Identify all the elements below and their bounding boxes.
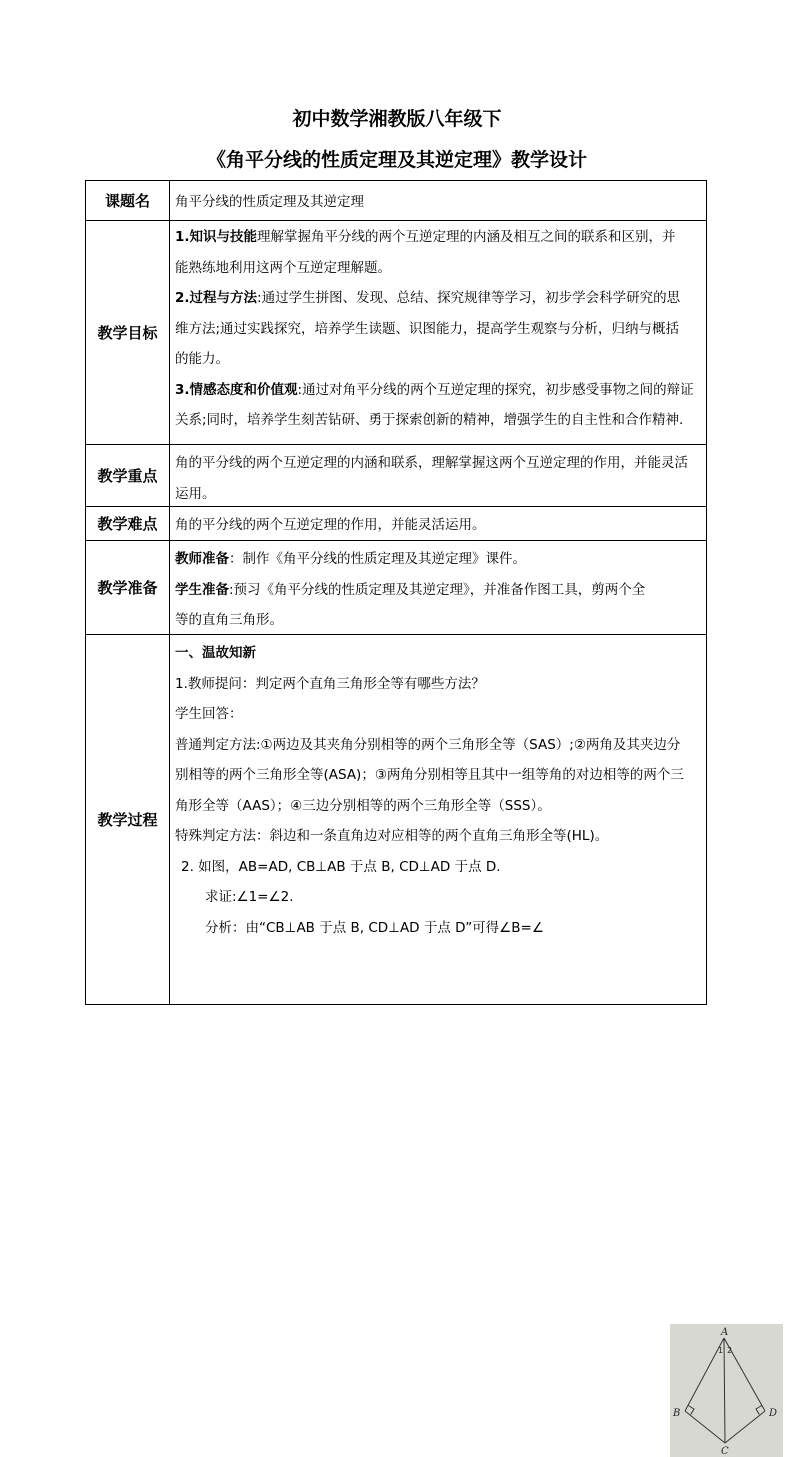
angle-1-label: 1 bbox=[718, 1346, 724, 1355]
preparation-label: 教学准备 bbox=[86, 541, 170, 635]
objective-2: 2.过程与方法:通过学生拼图、发现、总结、探究规律等学习，初步学会科学研究的思 bbox=[175, 290, 681, 306]
process-content: 一、温故知新 1.教师提问：判定两个直角三角形全等有哪些方法？ 学生回答： 普通判定方法:①两边及其夹角分别相等的两个三角形全等（SAS）;②两角及其夹边分 别相等的两个三角形全等(ASA)；③两角分别相等且其中一组等角的对边相等的两个三 角形全等（AAS）；④三边分别相等的两个三角形全等（SSS）。 特殊判定方法：斜边和一条直角边对应相等的两个直角三角形全等(HL)。 2. 如图，AB=AD, CB⊥AB 于点 B, CD⊥AD 于点 D. 求证:∠1=∠2. 分析：由“CB⊥AB 于点 B, CD⊥AD 于点 D”可得∠B=∠ A B C D 1 2 bbox=[170, 635, 706, 1004]
topic-label: 课题名 bbox=[86, 181, 170, 221]
section-title: 一、温故知新 bbox=[175, 645, 256, 661]
teacher-preparation: 教师准备：制作《角平分线的性质定理及其逆定理》课件。 bbox=[175, 551, 526, 567]
difficulty-content: 角的平分线的两个互逆定理的作用，并能灵活运用。 bbox=[170, 507, 706, 541]
lesson-plan-table bbox=[85, 180, 778, 1457]
key-points-label: 教学重点 bbox=[86, 445, 170, 507]
process-label: 教学过程 bbox=[86, 635, 170, 1004]
kite-diagram bbox=[670, 1324, 783, 1457]
objective-1: 1.知识与技能理解掌握角平分线的两个互逆定理的内涵及相互之间的联系和区别，并 bbox=[175, 229, 676, 245]
topic-content: 角平分线的性质定理及其逆定理 bbox=[170, 181, 706, 221]
label-a: A bbox=[721, 1327, 729, 1338]
angle-2-label: 2 bbox=[727, 1346, 733, 1355]
objective-3: 3.情感态度和价值观:通过对角平分线的两个互逆定理的探究，初步感受事物之间的辩证 bbox=[175, 381, 694, 398]
label-c: C bbox=[721, 1446, 729, 1457]
difficulty-label: 教学难点 bbox=[86, 507, 170, 541]
document-title-line1: 初中数学湘教版八年级下 bbox=[292, 108, 502, 130]
key-points-content: 角的平分线的两个互逆定理的内涵和联系，理解掌握这两个互逆定理的作用，并能灵活 运用。 bbox=[170, 445, 706, 507]
label-d: D bbox=[769, 1408, 778, 1419]
geometry-figure bbox=[670, 1324, 783, 1457]
document-title-line2: 《角平分线的性质定理及其逆定理》教学设计 bbox=[206, 149, 587, 171]
objectives-content: 1.知识与技能理解掌握角平分线的两个互逆定理的内涵及相互之间的联系和区别，并 能熟练地利用这两个互逆定理解题。 2.过程与方法:通过学生拼图、发现、总结、探究规律等学习，初步学会科学研究的思 维方法;通过实践探究，培养学生读题、识图能力，提高学生观察与分析，归纳与概括 的能力。 3.情感态度和价值观:通过对角平分线的两个互逆定理的探究，初步感受事物之间的辩证 关系;同时，培养学生刻苦钻研、勇于探索创新的精神，增强学生的自主性和合作精神. bbox=[170, 221, 706, 445]
objectives-label: 教学目标 bbox=[86, 221, 170, 445]
preparation-content: 教师准备：制作《角平分线的性质定理及其逆定理》课件。 学生准备:预习《角平分线的性质定理及其逆定理》，并准备作图工具，剪两个全 等的直角三角形。 bbox=[170, 541, 706, 635]
label-b: B bbox=[673, 1408, 681, 1419]
student-preparation: 学生准备:预习《角平分线的性质定理及其逆定理》，并准备作图工具，剪两个全 bbox=[175, 581, 646, 598]
